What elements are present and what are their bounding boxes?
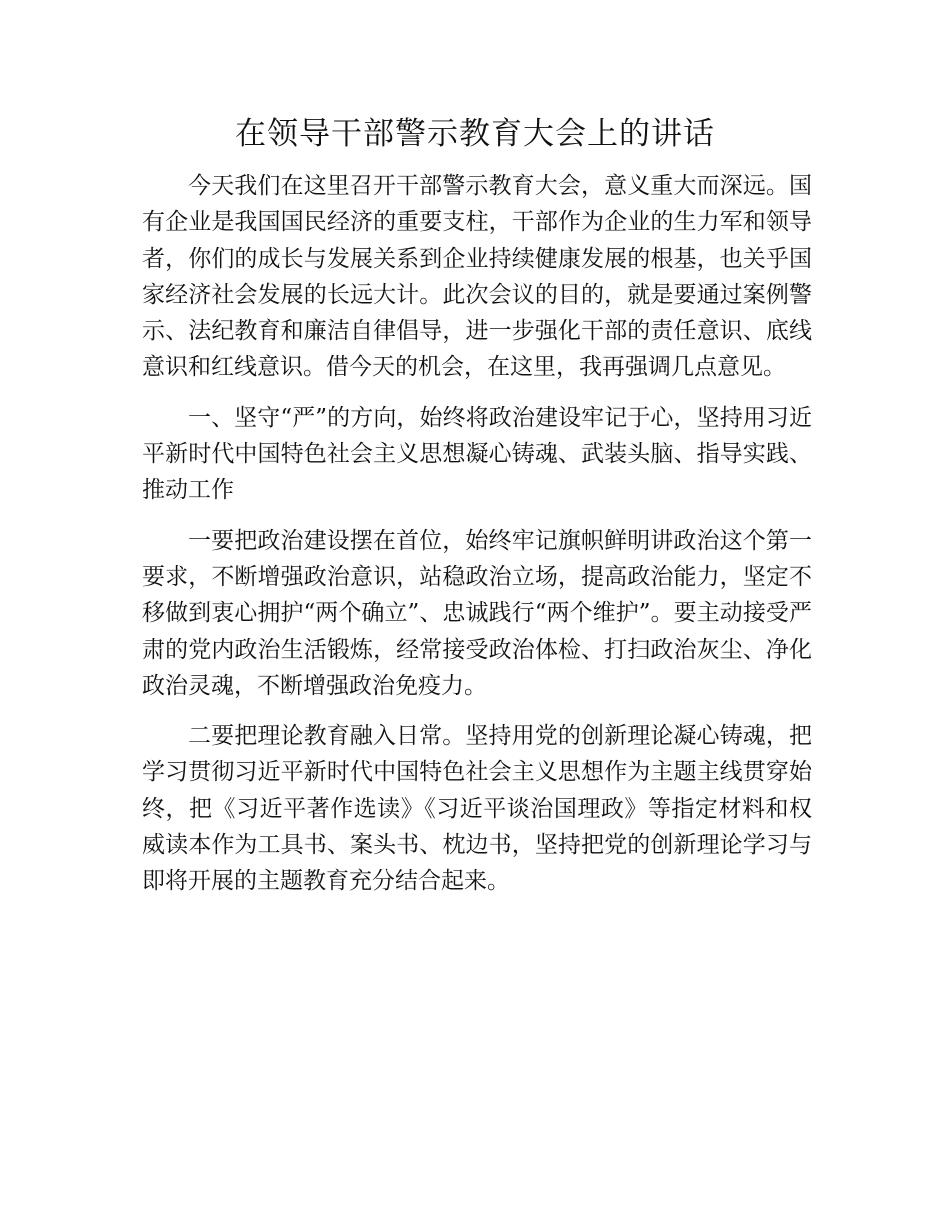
paragraph-point-1: 一要把政治建设摆在首位，始终牢记旗帜鲜明讲政治这个第一要求，不断增强政治意识，站稳政治立场，提高政治能力，坚定不移做到衷心拥护“两个确立”、忠诚践行“两个维护”。要主动接受严肃的党内政治生活锻炼，经常接受政治体检、打扫政治灰尘、净化政治灵魂，不断增强政治免疫力。: [142, 527, 812, 699]
paragraph-point-2: 二要把理论教育融入日常。坚持用党的创新理论凝心铸魂，把学习贯彻习近平新时代中国特色社会主义思想作为主题主线贯穿始终，把《习近平著作选读》《习近平谈治国理政》等指定材料和权威读本作为工具书、案头书、枕边书，坚持把党的创新理论学习与即将开展的主题教育充分结合起来。: [142, 723, 812, 895]
document-body: [142, 168, 812, 914]
paragraph-section-heading-1: 一、坚守“严”的方向，始终将政治建设牢记于心，坚持用习近平新时代中国特色社会主义思想凝心铸魂、武装头脑、指导实践、推动工作: [142, 404, 812, 504]
paragraph-intro: 今天我们在这里召开干部警示教育大会，意义重大而深远。国有企业是我国国民经济的重要支柱，干部作为企业的生力军和领导者，你们的成长与发展关系到企业持续健康发展的根基，也关乎国家经济社会发展的长远大计。此次会议的目的，就是要通过案例警示、法纪教育和廉洁自律倡导，进一步强化干部的责任意识、底线意识和红线意识。借今天的机会，在这里，我再强调几点意见。: [142, 173, 812, 381]
document-title: 在领导干部警示教育大会上的讲话: [235, 116, 715, 152]
